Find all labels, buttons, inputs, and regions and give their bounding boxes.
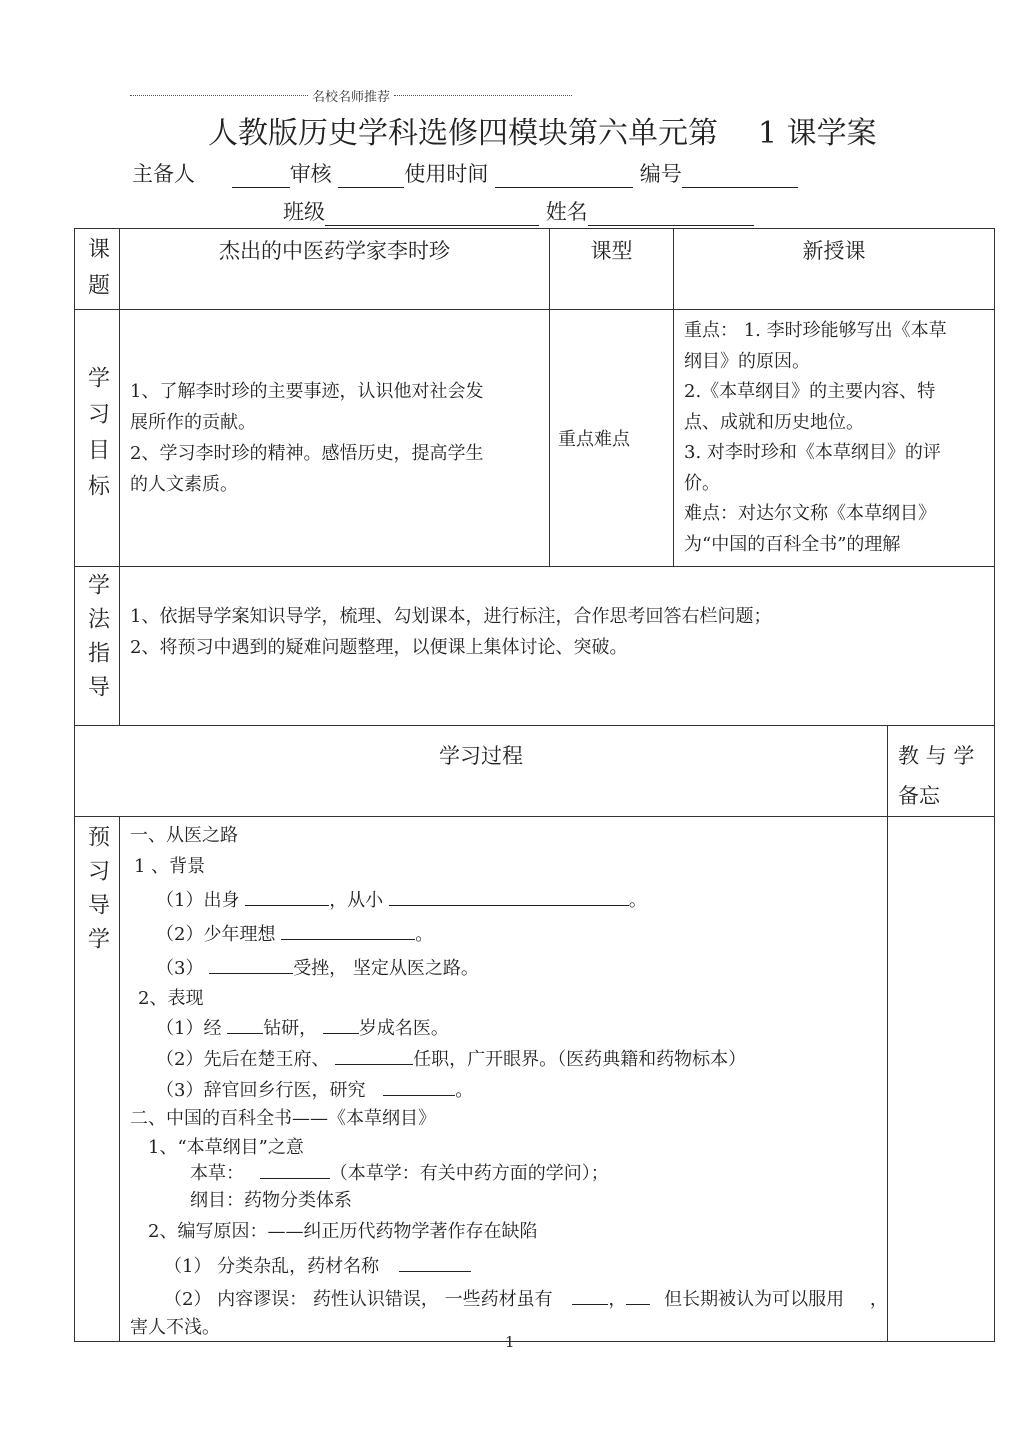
line-setback: （3） 受挫， 坚定从医之路。 [156,958,479,979]
goals-label-cell [75,310,120,567]
header-banner [130,86,572,105]
keypoints-cell [674,310,995,567]
banner-text: 名校名师推荐 [312,90,391,105]
type-label: 课型 [550,229,674,310]
goals-cell [120,310,550,567]
goals-label: 学习目标 [84,366,110,510]
reviewer-label: 审核 [289,162,332,186]
method-cell [120,567,995,726]
keypoint-line: 点、成就和历史地位。 [684,411,864,433]
type-value: 新授课 [674,229,995,310]
line-study: （1）经 钻研， 岁成名医。 [156,1018,449,1039]
blank-childhood[interactable] [389,889,629,906]
section-1-title: 一、从医之路 [130,825,238,846]
section-2-1: 1、“本草纲目”之意 [148,1137,304,1158]
use-time-label: 使用时间 [404,162,489,186]
keypoint-line: 纲目》的原因。 [684,350,810,372]
blank-post[interactable] [335,1048,413,1065]
number-blank[interactable] [682,167,798,188]
preparer-label: 主备人 [132,162,195,186]
topic-value: 杰出的中医药学家李时珍 [120,229,550,310]
class-label: 班级 [283,200,325,224]
memo-header-2: 备忘 [898,784,940,808]
process-header-row [75,726,995,817]
goals-row [75,310,995,567]
keypoint-line: 重点： 1. 李时珍能够写出《本草 [684,320,947,341]
blank-origin[interactable] [245,889,329,906]
memo-header-cell [888,726,995,817]
topic-label: 课题 [84,237,110,309]
reviewer-blank[interactable] [338,167,404,188]
line-research: （3）辞官回乡行医，研究 。 [156,1080,474,1101]
preview-label-cell [75,817,120,1342]
section-1-2: 2、表现 [138,988,204,1009]
memo-cell[interactable] [888,817,995,1342]
blank-toxic-2[interactable] [626,1288,650,1305]
blank-bencao[interactable] [260,1162,330,1179]
goal-line: 展所作的贡献。 [130,412,256,433]
keypoint-line: 价。 [684,472,720,494]
method-line: 1、依据导学案知识导学，梳理、勾划课本，进行标注，合作思考回答右栏问题； [130,606,772,627]
meta-line-2 [283,196,754,226]
number-label: 编号 [639,162,682,186]
method-row [75,567,995,726]
memo-header-1: 教 与 学 [898,744,975,768]
class-blank[interactable] [325,205,539,226]
use-time-blank[interactable] [495,167,633,188]
lesson-table [74,228,995,1342]
line-harm: 害人不浅。 [130,1317,220,1338]
topic-label-cell [75,229,120,310]
page-number: 1 [505,1333,515,1351]
keypoint-line: 3. 对李时珍和《本草纲目》的评 [684,442,941,463]
process-header: 学习过程 [75,726,888,817]
keypoint-line: 为“中国的百科全书”的理解 [684,533,901,555]
blank-age[interactable] [323,1017,359,1034]
blank-setback[interactable] [209,957,293,974]
keypoints-label: 重点难点 [550,310,674,567]
blank-ideal[interactable] [281,923,415,940]
blank-years[interactable] [227,1017,263,1034]
line-bencao: 本草： （本草学：有关中药方面的学问）； [190,1163,609,1184]
method-line: 2、将预习中遇到的疑难问题整理，以便课上集体讨论、突破。 [130,637,628,658]
line-errors: （2） 内容谬误： 药性认识错误， 一些药材虽有 ， 但长期被认为可以服用 ， [164,1289,888,1310]
meta-line-1 [132,158,798,188]
goal-line: 1、了解李时珍的主要事迹，认识他对社会发 [130,381,484,402]
preview-label: 预习导学 [84,825,110,961]
goal-line: 的人文素质。 [130,474,238,495]
blank-names[interactable] [399,1255,471,1272]
goal-line: 2、学习李时珍的精神。感悟历史，提高学生 [130,443,484,464]
line-classify: （1） 分类杂乱，药材名称 [164,1252,471,1278]
title-main: 人教版历史学科选修四模块第六单元第 [208,116,718,151]
blank-research[interactable] [383,1079,455,1096]
preview-row [75,817,995,1342]
name-label: 姓名 [545,200,588,224]
preview-cell [120,817,888,1342]
section-1-1: 1 、背景 [134,856,206,877]
keypoint-line: 难点：对达尔文称《本草纲目》 [684,503,936,524]
method-label-cell [75,567,120,726]
title-lesson: 1 课学案 [758,116,877,151]
section-2-2: 2、编写原因：——纠正历代药物学著作存在缺陷 [148,1221,538,1242]
topic-row [75,229,995,310]
line-ideal: （2）少年理想 。 [156,924,434,945]
section-2-title: 二、中国的百科全书——《本草纲目》 [130,1108,436,1129]
method-label: 学法指导 [84,573,110,709]
line-gangmu: 纲目：药物分类体系 [190,1190,352,1211]
name-blank[interactable] [588,205,754,226]
line-post: （2）先后在楚王府、 任职，广开眼界。（医药典籍和药物标本） [156,1049,747,1070]
line-origin: （1）出身 ，从小 。 [156,890,647,911]
keypoint-line: 2.《本草纲目》的主要内容、特 [684,381,936,402]
preparer-blank[interactable] [232,167,290,188]
blank-toxic[interactable] [572,1288,608,1305]
